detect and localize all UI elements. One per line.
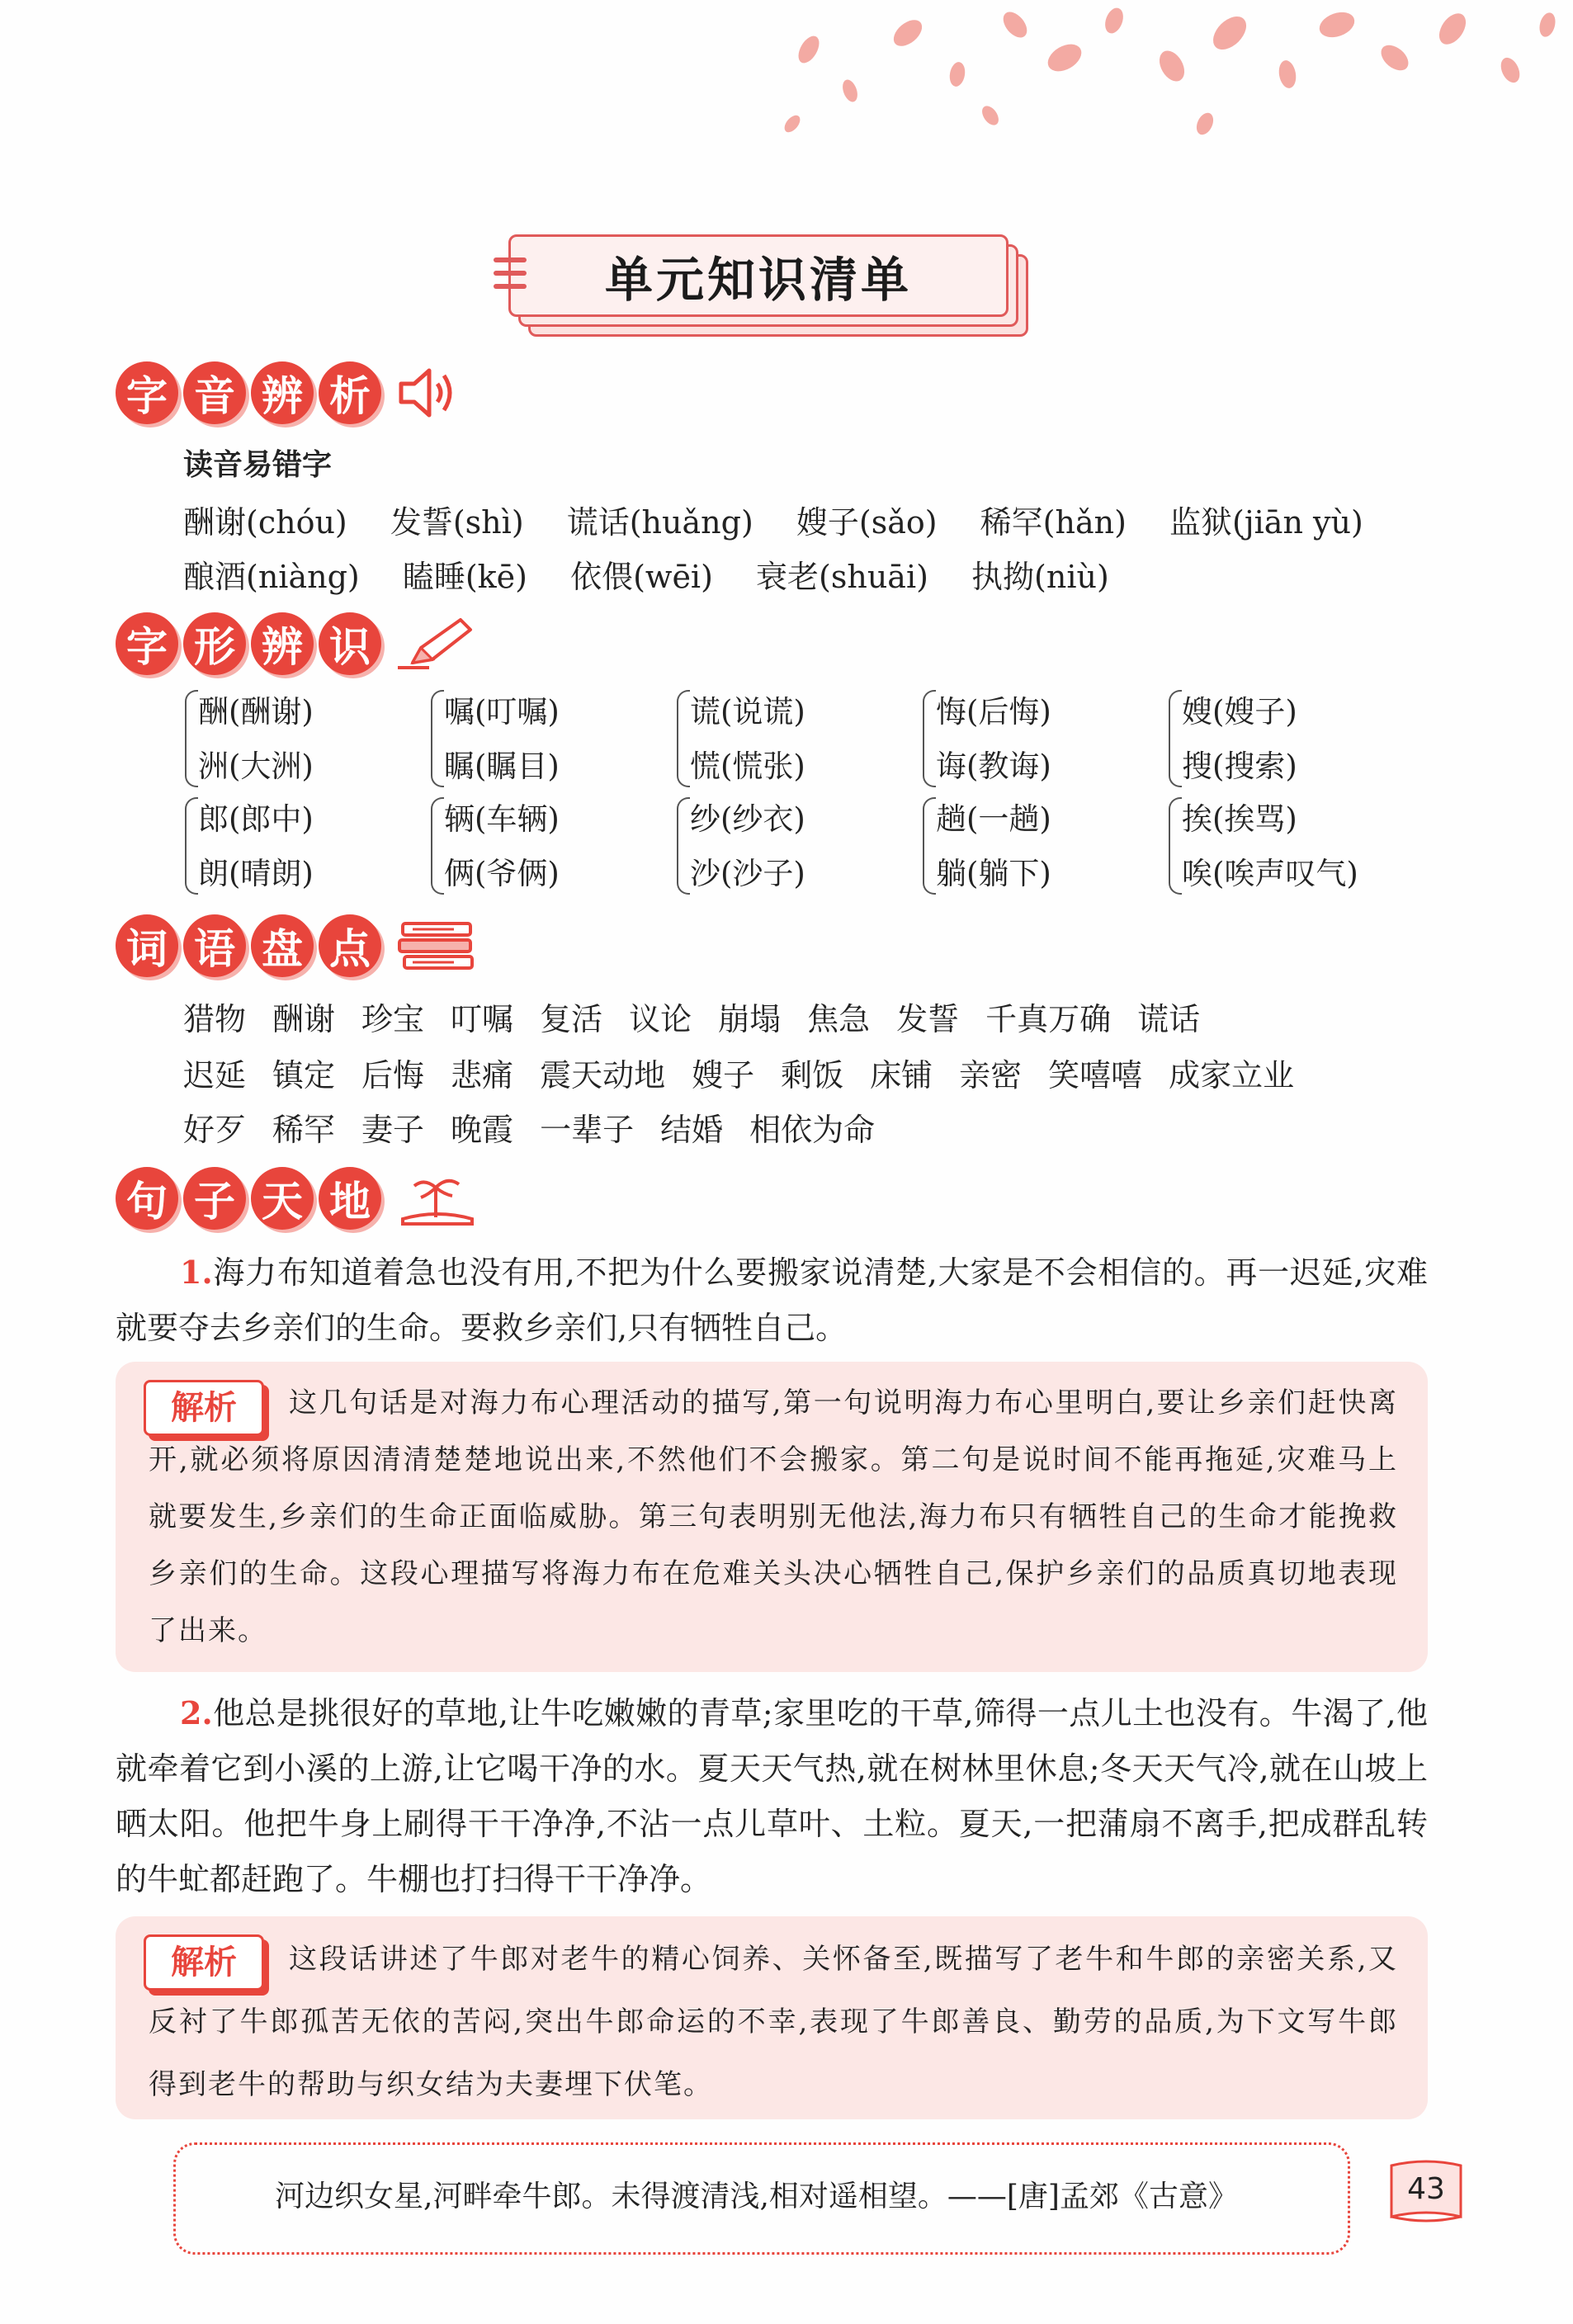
petals-decoration [743,0,1573,165]
analysis-text-1: 这几句话是对海力布心理活动的描写,第一句说明海力布心里明白,要让乡亲们赶快离开,就必须将原因清清楚楚地说出来,不然他们不会搬家。第二句是说时间不能再拖延,灾难马上就要发生,乡亲们的生命正面临威胁。第三句表明别无他法,海力布只有牺牲自己的生命才能挽救乡亲们的生命。这段心理描写将海力布在危难关头决心牺牲自己,保护乡亲们的品质真切地表现了出来。 [149,1386,1398,1647]
word-pron: 酿酒(niàng) [183,559,360,595]
section-words-header: 词 语 盘 点 [116,914,479,977]
word-pron: 衰老(shuāi) [756,559,928,595]
analysis-panel-2 [116,1916,1428,2119]
footer-quote: 河边织女星,河畔牵牛郎。未得渡清浅,相对遥相望。——[唐]孟郊《古意》 [275,2180,1238,2213]
pronunciation-subtitle: 读音易错字 [183,448,333,482]
section-pronunciation-header: 字 音 辨 析 [116,361,462,424]
word-pron: 依偎(wēi) [570,559,713,595]
pronunciation-line-2 [183,551,1142,597]
word-pron: 发誓(shì) [390,504,524,541]
island-book-icon [396,1169,479,1227]
page-title-banner [503,233,1032,340]
char-pair: 嘱(叮嘱) 瞩(瞩目) [444,685,560,794]
word-pron: 稀罕(hǎn) [980,504,1127,541]
char-pair: 嫂(嫂子) 搜(搜索) [1182,685,1297,794]
word-row-1: 猎物 酬谢 珍宝 叮嘱 复活 议论 崩塌 焦急 发誓 千真万确 谎话 [183,1001,1201,1037]
char-pair: 谎(说谎) 慌(慌张) [690,685,805,794]
sentence-1: 1.海力布知道着急也没有用,不把为什么要搬家说清楚,大家是不会相信的。再一迟延,灾难就要夺去乡亲们的生命。要救乡亲们,只有牺牲自己。 [116,1254,1428,1346]
section-sentences-header: 句 子 天 地 [116,1167,479,1230]
analysis-label: 解析 [144,1934,264,1991]
char-pair: 纱(纱衣) 沙(沙子) [690,792,805,901]
char-pair: 趟(一趟) 躺(躺下) [936,792,1051,901]
word-pron: 瞌睡(kē) [402,559,527,595]
word-row-3: 好歹 稀罕 妻子 晚霞 一辈子 结婚 相依为命 [183,1112,876,1148]
books-icon [396,917,479,975]
pronunciation-line-1 [183,497,1396,542]
char-pair: 酬(酬谢) 洲(大洲) [198,685,314,794]
sentence-2: 2.他总是挑很好的草地,让牛吃嫩嫩的青草;家里吃的干草,筛得一点儿土也没有。牛渴了,他就牵着它到小溪的上游,让它喝干净的水。夏天天气热,就在树林里休息;冬天天气冷,就在山坡上晒太阳。他把牛身上刷得干干净净,不沾一点儿草叶、土粒。夏天,一把蒲扇不离手,把成群乱转的牛虻都赶跑了。牛棚也打扫得干干净净。 [116,1694,1428,1897]
speaker-icon [396,364,462,422]
word-row-2: 迟延 镇定 后悔 悲痛 震天动地 嫂子 剩饭 床铺 亲密 笑嘻嘻 成家立业 [183,1057,1295,1094]
word-pron: 酬谢(chóu) [183,504,347,541]
analysis-text-2: 这段话讲述了牛郎对老牛的精心饲养、关怀备至,既描写了老牛和牛郎的亲密关系,又反衬了牛郎孤苦无依的苦闷,突出牛郎命运的不幸,表现了牛郎善良、勤劳的品质,为下文写牛郎得到老牛的帮助与织女结为夫妻埋下伏笔。 [149,1943,1398,2101]
word-pron: 执拗(niù) [971,559,1109,595]
char-pair: 辆(车辆) 俩(爷俩) [444,792,560,901]
word-pron: 嫂子(sǎo) [796,504,938,541]
char-pair: 郎(郎中) 朗(晴朗) [198,792,314,901]
analysis-label: 解析 [144,1380,264,1436]
footer-quote-box [173,2142,1350,2255]
word-pron: 监狱(jiān yù) [1169,504,1363,541]
page-number: 43 [1386,2156,1466,2230]
char-pair: 挨(挨骂) 唉(唉声叹气) [1182,792,1358,901]
section-shape-header: 字 形 辨 识 [116,612,487,675]
analysis-panel-1 [116,1362,1428,1672]
page-title: 单元知识清单 [604,252,912,308]
char-pair: 悔(后悔) 诲(教诲) [936,685,1051,794]
pencil-icon [396,615,487,673]
word-pron: 谎话(huǎng) [566,504,753,541]
